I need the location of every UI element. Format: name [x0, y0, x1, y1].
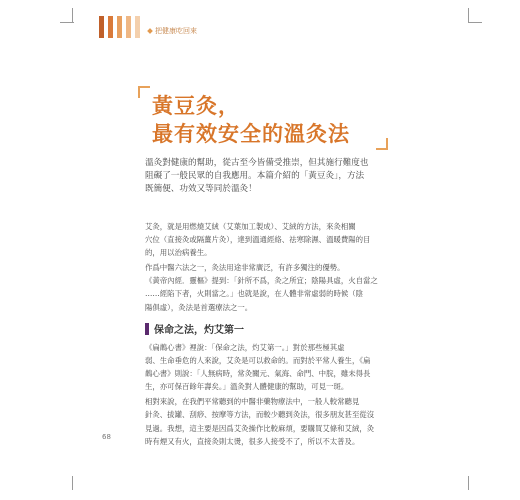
text-line: 時有煙又有火，直接灸則太燙，很多人接受不了，所以不太普及。 — [145, 436, 360, 446]
header-stripe — [126, 16, 131, 38]
crop-mark — [468, 476, 469, 490]
paragraph-4 — [145, 395, 390, 447]
crop-mark — [60, 22, 74, 23]
diamond-bullet-icon — [147, 28, 153, 34]
header-stripes — [99, 16, 140, 38]
text-line: 鵲心書》則說：「人無病時，常灸關元、氣海、命門、中脘，雖未得長 — [145, 369, 371, 379]
header-stripe — [108, 16, 113, 38]
text-line: ……經陷下者，火則當之。」也就是說，在人體非常虛弱的時候（陰 — [145, 289, 364, 299]
header-stripe — [99, 16, 104, 38]
header-stripe — [117, 16, 122, 38]
text-line: 穴位（直接灸或隔薑片灸），達到溫通經絡、祛寒除濕、溫暖費陽的目 — [145, 235, 371, 245]
crop-mark — [72, 476, 73, 490]
title-corner-ornament — [138, 86, 150, 98]
header-stripe — [135, 16, 140, 38]
title-corner-ornament — [376, 138, 388, 150]
body-text-block — [145, 341, 390, 450]
running-header-text: 把健康吃回來 — [155, 27, 197, 35]
text-line: 《扁鵲心書》裡說：「保命之法，灼艾第一。」對於那些極其虛 — [145, 343, 345, 352]
intro-line: 既簡便、功效又等同於溫灸！ — [145, 184, 257, 194]
text-line: 相對來說，在我們平常聽到的中醫非藥物療法中，一般人較常聽見 — [145, 397, 360, 407]
article-title-box — [138, 86, 388, 150]
crop-mark — [468, 8, 469, 22]
text-line: 艾灸，就是用燃燒艾絨（艾葉加工製成）、艾絨的方法，來灸相關 — [145, 222, 356, 231]
article-title-line1: 黃豆灸， — [152, 94, 240, 118]
text-line: 陽俱虛），灸法是首選療法之一。 — [145, 302, 253, 312]
text-line: 的，用以治病養生。 — [145, 248, 212, 258]
body-text-block — [145, 220, 390, 316]
running-header — [148, 26, 197, 36]
paragraph-3 — [145, 341, 390, 393]
text-line: 生，亦可保百餘年壽矣。」溫灸對人體健康的幫助，可見一斑。 — [145, 382, 349, 392]
text-line: 弱、生命垂危的人來說，艾灸是可以救命的。而對於平常人養生，《扁 — [145, 356, 371, 366]
page-number: 68 — [102, 433, 111, 441]
paragraph-1 — [145, 220, 390, 259]
section-heading-text: 保命之法，灼艾第一 — [154, 325, 244, 336]
intro-paragraph — [145, 157, 390, 196]
text-line: 見過。我想，這主要是因爲艾灸操作比較麻煩，要購買艾條和艾絨，灸 — [145, 423, 375, 433]
heading-bar-icon — [145, 323, 149, 335]
intro-line: 溫灸對健康的幫助，從古至今皆備受推崇，但其施行難度也 — [145, 158, 369, 168]
section-heading — [145, 321, 244, 336]
crop-mark — [468, 22, 482, 23]
text-line: 作爲中醫六法之一，灸法用途非常廣泛，有許多獨注的優勢。 — [145, 263, 345, 273]
crop-mark — [72, 8, 73, 22]
paragraph-2 — [145, 261, 390, 313]
intro-line: 阻礙了一般民眾的自我應用。本篇介紹的「黃豆灸」，方法 — [145, 171, 365, 181]
text-line: 針灸、拔罐、刮痧、按摩等方法，而較少聽到灸法，很多朋友甚至從沒 — [145, 410, 375, 420]
text-line: 《黃帝內經．靈樞》提到：「針所不爲，灸之所宜；陰陽具虛，火自當之 — [145, 276, 378, 286]
article-title-line2: 最有效安全的溫灸法 — [152, 122, 350, 146]
